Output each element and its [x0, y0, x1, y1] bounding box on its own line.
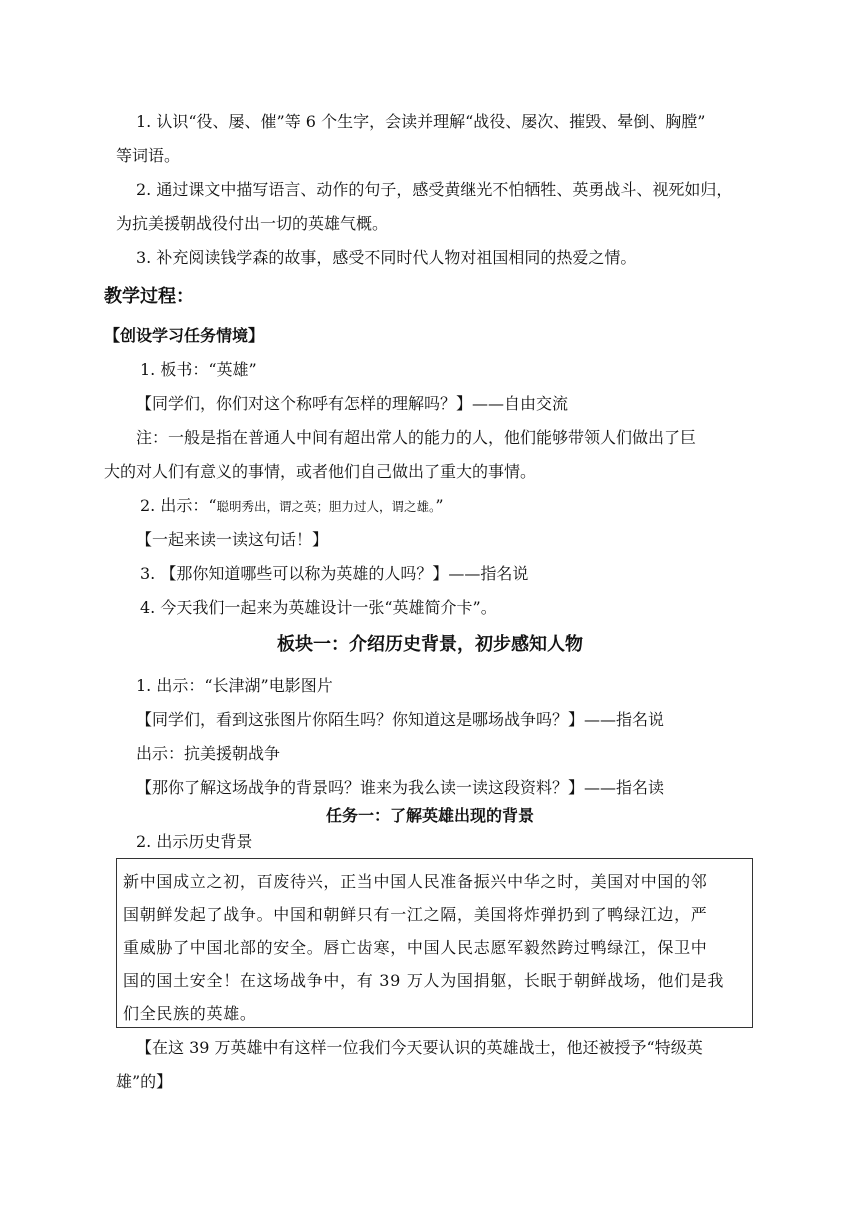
section-1-item-1: 1. 出示：“长津湖”电影图片: [136, 676, 333, 695]
section-1-item-2: 2. 出示历史背景: [136, 832, 253, 851]
situation-item-1: 1. 板书：“英雄”: [140, 360, 257, 379]
background-line-2: 国朝鲜发起了战争。中国和朝鲜只有一江之隔，美国将炸弹扔到了鸭绿江边，严: [123, 905, 708, 924]
section-1-question-1: 【同学们，看到这张图片你陌生吗？你知道这是哪场战争吗？】——指名说: [136, 710, 665, 729]
item-2-prefix: 2. 出示：“: [140, 496, 217, 515]
history-background-box: [116, 858, 753, 1028]
closing-line-1: 【在这 39 万英雄中有这样一位我们今天要认识的英雄战士，他还被授予“特级英: [136, 1038, 703, 1057]
situation-item-4: 4. 今天我们一起来为英雄设计一张“英雄简介卡”。: [140, 598, 497, 617]
background-line-3: 重威胁了中国北部的安全。唇亡齿寒，中国人民志愿军毅然跨过鸭绿江，保卫中: [123, 938, 708, 957]
objective-3: 3. 补充阅读钱学森的故事，感受不同时代人物对祖国相同的热爱之情。: [136, 248, 637, 267]
item-2-suffix: ”: [435, 496, 444, 515]
objective-1-line-2: 等词语。: [116, 146, 181, 165]
item-2-quote: 聪明秀出，谓之英；胆力过人，谓之雄。: [216, 499, 436, 514]
objective-1-line-1: 1. 认识“役、屡、催”等 6 个生字，会读并理解“战役、屡次、摧毁、晕倒、胸膛”: [136, 112, 706, 131]
situation-title: 【创设学习任务情境】: [104, 326, 265, 345]
section-1-show: 出示：抗美援朝战争: [136, 744, 281, 763]
objective-2-line-2: 为抗美援朝战役付出一切的英雄气概。: [116, 214, 389, 233]
task-1-title: 任务一：了解英雄出现的背景: [325, 806, 534, 825]
background-line-5: 们全民族的英雄。: [123, 1004, 257, 1023]
process-heading: 教学过程：: [104, 286, 194, 307]
section-1-title: 板块一：介绍历史背景，初步感知人物: [277, 634, 583, 655]
closing-line-2: 雄”的】: [116, 1072, 173, 1091]
read-together: 【一起来读一读这句话！】: [136, 530, 329, 549]
section-1-question-2: 【那你了解这场战争的背景吗？谁来为我么读一读这段资料？】——指名读: [136, 778, 665, 797]
note-line-1: 注：一般是指在普通人中间有超出常人的能力的人，他们能够带领人们做出了巨: [136, 428, 697, 447]
situation-item-3: 3. 【那你知道哪些可以称为英雄的人吗？】——指名说: [140, 564, 529, 583]
objective-2-line-1: 2. 通过课文中描写语言、动作的句子，感受黄继光不怕牺牲、英勇战斗、视死如归，: [136, 180, 733, 199]
background-line-1: 新中国成立之初，百废待兴，正当中国人民准备振兴中华之时，美国对中国的邻: [123, 872, 708, 891]
situation-item-2: [140, 496, 444, 517]
background-line-4: 国的国土安全！在这场战争中，有 39 万人为国捐躯，长眠于朝鲜战场，他们是我: [123, 971, 725, 990]
situation-question-1: 【同学们，你们对这个称呼有怎样的理解吗？】——自由交流: [136, 394, 569, 413]
note-line-2: 大的对人们有意义的事情，或者他们自己做出了重大的事情。: [104, 462, 537, 481]
